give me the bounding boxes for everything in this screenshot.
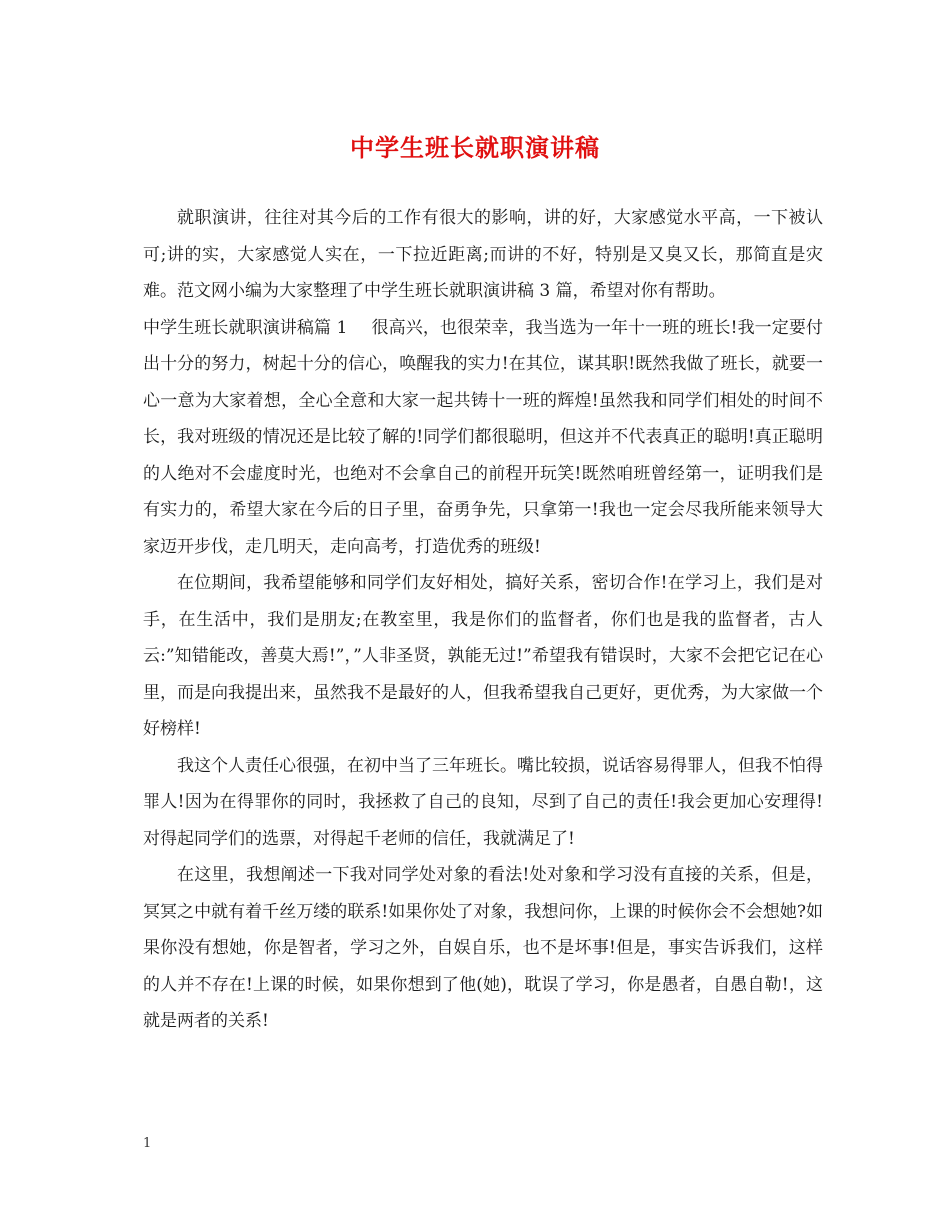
page-title: 中学生班长就职演讲稿 — [350, 133, 600, 162]
intro-paragraph: 就职演讲，往往对其今后的工作有很大的影响，讲的好，大家感觉水平高，一下被认可;讲的实，大家感觉人实在，一下拉近距离;而讲的不好，特别是又臭又长，那简直是灾难。范文网小编为大家整理了中学生班长就职演讲稿 3 篇，希望对你有帮助。 — [143, 208, 823, 301]
page-number: 1 — [143, 1136, 152, 1151]
paragraph-2: 在位期间，我希望能够和同学们友好相处，搞好关系，密切合作!在学习上，我们是对手，在生活中，我们是朋友;在教室里，我是你们的监督者，你们也是我的监督者，古人云:”知错能改，善莫大焉!”，”人非圣贤，孰能无过!”希望我有错误时，大家不会把它记在心里，而是向我提出来，虽然我不是最好的人，但我希望我自己更好，更优秀，为大家做一个好榜样! — [143, 573, 823, 739]
paragraph-3: 我这个人责任心很强，在初中当了三年班长。嘴比较损，说话容易得罪人，但我不怕得罪人!因为在得罪你的同时，我拯救了自己的良知，尽到了自己的责任!我会更加心安理得!对得起同学们的选票，对得起千老师的信任，我就满足了! — [143, 755, 823, 849]
section-1-paragraph — [143, 310, 823, 566]
section-heading: 中学生班长就职演讲稿篇 1 — [143, 317, 348, 338]
paragraph-1-text: 很高兴，也很荣幸，我当选为一年十一班的班长!我一定要付出十分的努力，树起十分的信心，唤醒我的实力!在其位，谋其职!既然我做了班长，就要一心一意为大家着想，全心全意和大家一起共铸十一班的辉煌!虽然我和同学们相处的时间不长，我对班级的情况还是比较了解的!同学们都很聪明，但这并不代表真正的聪明!真正聪明的人绝对不会虚度时光，也绝对不会拿自己的前程开玩笑!既然咱班曾经第一，证明我们是有实力的，希望大家在今后的日子里，奋勇争先，只拿第一!我也一定会尽我所能来领导大家迈开步伐，走几明天，走向高考，打造优秀的班级! — [143, 317, 823, 557]
paragraph-4: 在这里，我想阐述一下我对同学处对象的看法!处对象和学习没有直接的关系，但是，冥冥之中就有着千丝万缕的联系!如果你处了对象，我想问你，上课的时候你会不会想她?如果你没有想她，你是智者，学习之外，自娱自乐，也不是坏事!但是，事实告诉我们，这样的人并不存在!上课的时候，如果你想到了他(她)，耽误了学习，你是愚者，自愚自勒!，这就是两者的关系! — [143, 865, 823, 1031]
document-body — [143, 200, 823, 1040]
